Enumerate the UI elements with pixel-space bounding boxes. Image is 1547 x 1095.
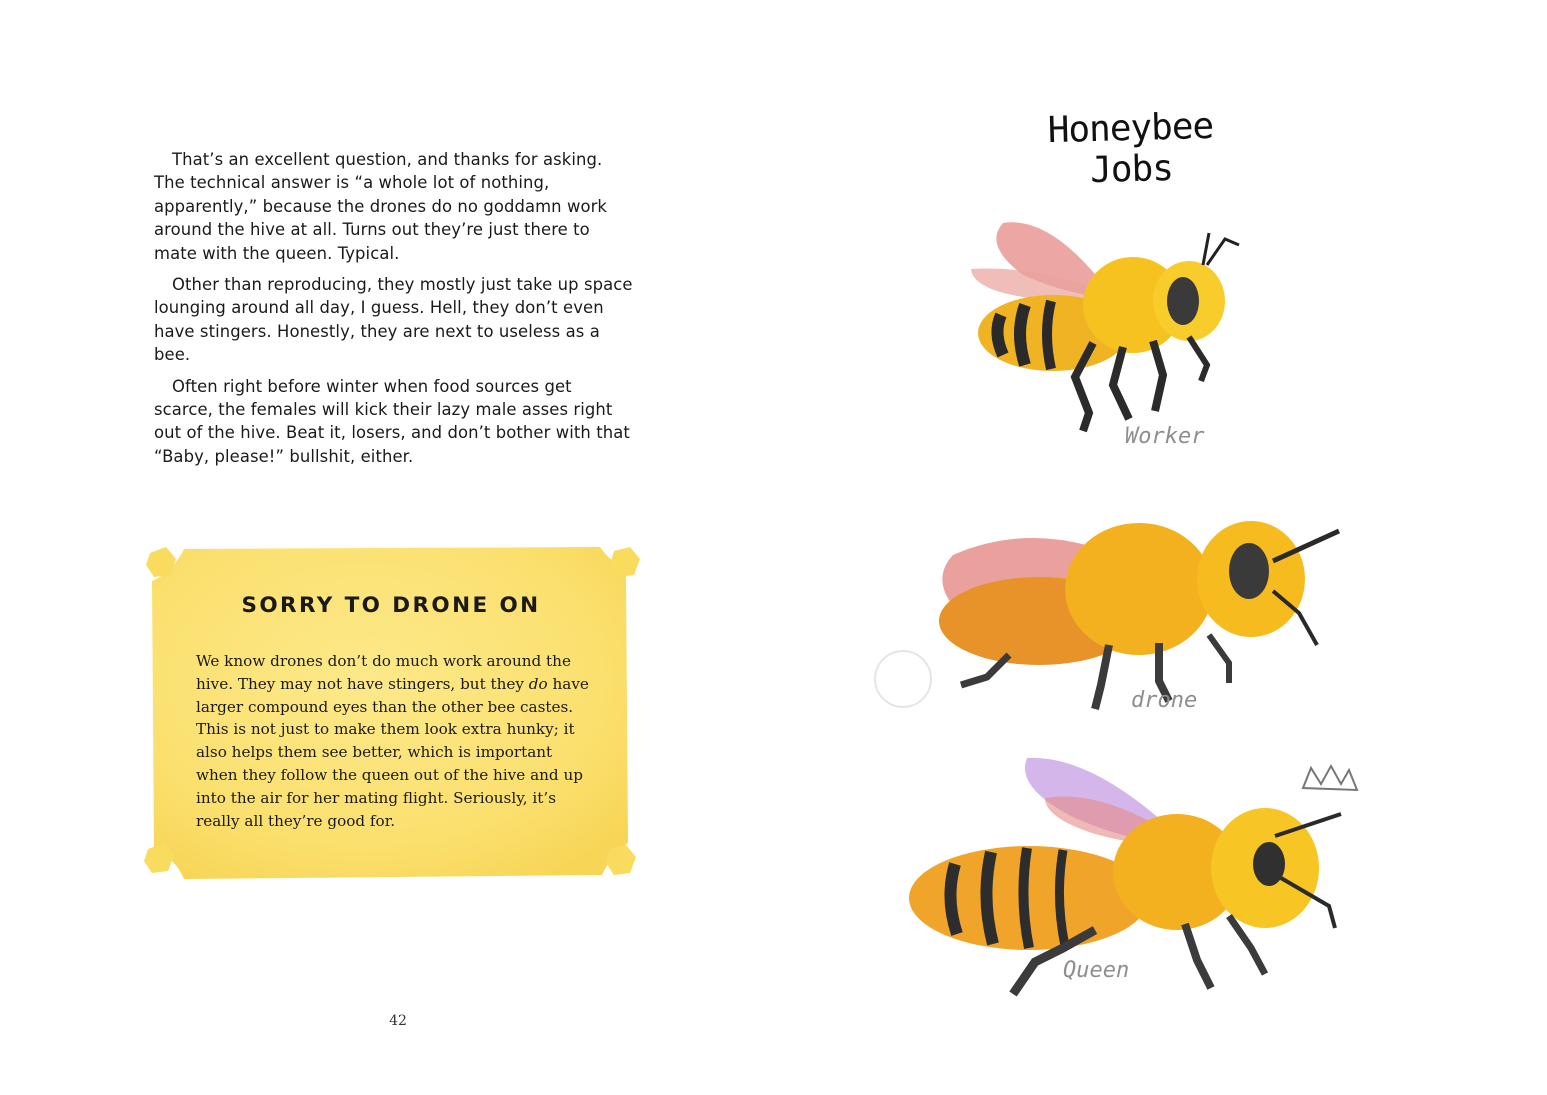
sidebar-body-emphasis: do	[528, 674, 548, 693]
body-text	[154, 148, 634, 476]
bee-label-drone: drone	[1131, 688, 1198, 713]
drone-bee-illustration	[869, 485, 1369, 710]
page-number: 42	[389, 1013, 407, 1029]
queen-bee-illustration	[895, 748, 1385, 1008]
bee-label-worker: Worker	[1125, 424, 1205, 449]
left-page	[0, 0, 773, 1095]
sidebar-body	[196, 650, 596, 832]
sidebar-heading: SORRY TO DRONE ON	[241, 593, 541, 618]
bee-label-queen: Queen	[1063, 958, 1130, 983]
worker-bee-illustration	[963, 205, 1293, 445]
paragraph: Other than reproducing, they mostly just take up space lounging around all day, I guess. Hell, they don’t even have stingers. Honestly, they are next to useless as a bee.	[154, 275, 633, 365]
sidebar-body-end: have larger compound eyes than the other bee castes. This is not just to make them look extra hunky; it also helps them see better, which is important when they follow the queen out of the hive and up into the air for her mating flight. Seriously, it’s really all they’re good for.	[196, 674, 589, 830]
sidebar-body-start: We know drones don’t do much work around the hive. They may not have stingers, but they	[196, 652, 571, 693]
sidebar-box	[140, 543, 642, 883]
paragraph: Often right before winter when food sources get scarce, the females will kick their lazy male asses right out of the hive. Beat it, losers, and don’t bother with that “Baby, please!” bullshit, either.	[154, 376, 630, 466]
page-title: Honeybee Jobs	[1047, 105, 1214, 192]
paragraph: That’s an excellent question, and thanks for asking. The technical answer is “a whole lot of nothing, apparently,” because the drones do no goddamn work around the hive at all. Turns out they’re just there to mate with the queen. Typical.	[154, 150, 608, 263]
right-page	[773, 0, 1547, 1095]
